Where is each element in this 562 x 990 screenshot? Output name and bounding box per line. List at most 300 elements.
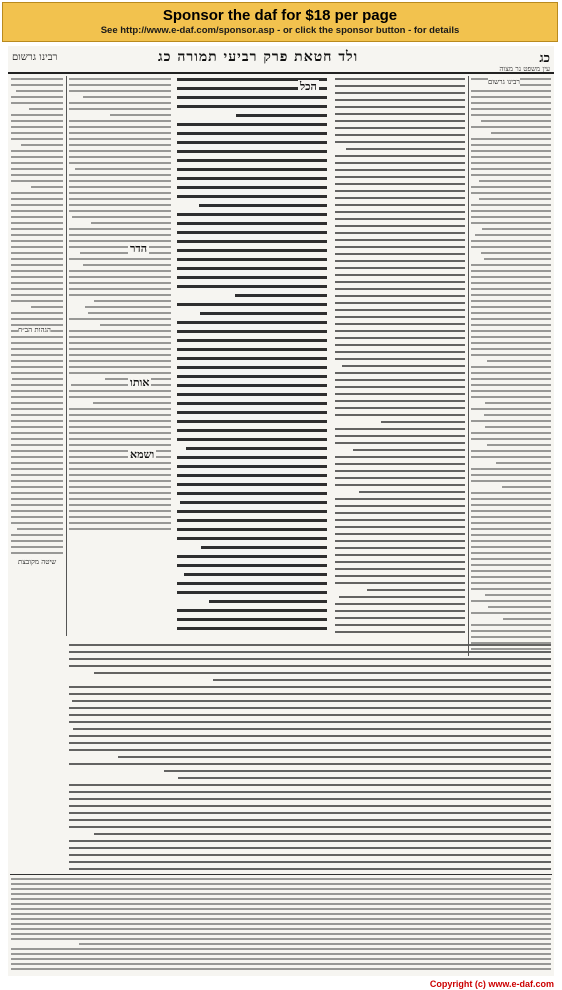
text-line [69,132,171,134]
text-line [11,276,63,278]
text-line [69,714,551,716]
text-line [177,105,327,108]
text-line [11,126,63,128]
text-line [69,742,551,744]
text-line [471,102,551,104]
text-line [79,943,551,945]
text-line [69,408,171,410]
text-line [11,216,63,218]
text-line [335,78,465,80]
text-line [335,211,465,213]
text-line [335,85,465,87]
text-line [11,336,63,338]
text-line [69,150,171,152]
text-line [335,183,465,185]
text-line [11,908,551,910]
text-line [471,432,551,434]
text-line [11,963,551,965]
text-line [11,168,63,170]
text-line [471,588,551,590]
text-line [11,102,63,104]
text-line [177,492,327,495]
text-line [69,474,171,476]
sponsor-title[interactable]: Sponsor the daf for $18 per page [162,7,398,24]
text-line [177,276,327,279]
text-line [177,222,327,225]
text-line [471,270,551,272]
text-line [177,339,327,342]
text-line [471,330,551,332]
text-line [11,114,63,116]
text-line [69,156,171,158]
text-line [11,913,551,915]
text-line [11,96,63,98]
text-line [481,252,551,254]
text-line [335,120,465,122]
text-line [69,426,171,428]
text-line [471,522,551,524]
text-line [177,483,327,486]
text-line [69,444,171,446]
text-line [69,516,171,518]
text-line [177,195,327,198]
text-line [335,603,465,605]
text-line [69,120,171,122]
text-line [335,218,465,220]
text-line [69,763,551,765]
text-line [177,393,327,396]
text-line [503,618,551,620]
text-line [177,474,327,477]
text-line [471,468,551,470]
text-line [471,576,551,578]
text-line [69,522,171,524]
text-line [335,547,465,549]
text-line [335,309,465,311]
text-line [69,102,171,104]
text-line [471,438,551,440]
text-line [471,492,551,494]
text-line [69,486,171,488]
text-line [12,378,63,380]
text-line [471,570,551,572]
text-line [471,264,551,266]
text-line [335,113,465,115]
text-line [11,138,63,140]
text-line [11,402,63,404]
text-line [69,234,171,236]
text-line [11,246,63,248]
text-line [69,784,551,786]
text-line [69,318,171,320]
right-margin-notes-column [470,76,552,656]
text-line [177,420,327,423]
text-line [16,90,63,92]
text-line [69,658,551,660]
text-line [471,288,551,290]
text-line [69,854,551,856]
text-line [177,411,327,414]
text-line [184,573,327,576]
text-line [69,192,171,194]
text-line [110,114,171,116]
header-center-label: ולד חטאת פרק רביעי תמורה כג [158,49,359,65]
text-line [471,222,551,224]
text-line [11,438,63,440]
text-line [69,390,171,392]
text-line [335,176,465,178]
text-line [471,546,551,548]
text-line [69,693,551,695]
text-line [471,90,551,92]
text-line [177,357,327,360]
text-line [11,928,551,930]
text-line [367,589,465,591]
text-line [11,426,63,428]
text-line [335,477,465,479]
text-line [21,144,63,146]
text-line [335,617,465,619]
text-line [11,354,63,356]
header-left-label: רבינו גרשום [12,52,58,63]
text-line [11,534,63,536]
text-line [11,264,63,266]
text-line [471,168,551,170]
text-line [177,213,327,216]
text-line [11,384,63,386]
text-line [69,812,551,814]
text-line [199,204,327,207]
text-line [69,330,171,332]
text-line [69,468,171,470]
text-line [69,861,551,863]
text-line [69,294,171,296]
text-line [11,468,63,470]
text-line [335,141,465,143]
text-line [69,144,171,146]
text-line [335,127,465,129]
text-line [11,948,551,950]
text-line [485,426,551,428]
text-line [177,402,327,405]
text-line [335,337,465,339]
text-line [177,177,327,180]
copyright-notice[interactable]: Copyright (c) www.e-daf.com [429,979,554,989]
text-line [177,582,327,585]
text-line [471,96,551,98]
text-line [11,923,551,925]
text-line [69,246,171,248]
text-line [471,246,551,248]
text-line [69,174,171,176]
text-line [83,96,171,98]
text-line [11,120,63,122]
text-line [69,186,171,188]
text-line [177,132,327,135]
text-line [235,294,327,297]
text-line [335,323,465,325]
text-line [178,777,551,779]
text-line [335,498,465,500]
text-line [11,222,63,224]
text-line [69,342,171,344]
text-line [471,480,551,482]
text-line [11,958,551,960]
hagahot-label: הגהות הב״ח [18,326,51,334]
text-line [11,968,551,970]
text-line [83,264,171,266]
text-line [11,252,63,254]
text-line [69,735,551,737]
text-line [11,953,551,955]
text-line [471,306,551,308]
text-line [471,630,551,632]
text-line [471,582,551,584]
text-line [69,798,551,800]
text-line [11,372,63,374]
text-line [471,204,551,206]
text-line [69,651,551,653]
text-line [69,180,171,182]
left-margin-notes-column [10,76,64,556]
text-line [236,114,327,117]
talmud-page [8,46,554,976]
text-line [69,665,551,667]
text-line [11,228,63,230]
text-line [335,568,465,570]
text-line [335,554,465,556]
text-line [69,819,551,821]
text-line [177,366,327,369]
text-line [75,168,171,170]
text-line [475,234,551,236]
left-commentary-column [68,76,172,536]
text-line [335,386,465,388]
text-line [11,918,551,920]
mishnah-heading: הכל [300,80,317,93]
text-line [69,644,551,646]
text-line [69,84,171,86]
text-line [177,591,327,594]
text-line [177,123,327,126]
text-line [11,420,63,422]
text-line [177,627,327,630]
text-line [11,312,63,314]
text-line [69,162,171,164]
text-line [471,528,551,530]
text-line [346,148,465,150]
text-line [335,456,465,458]
text-line [80,252,171,254]
text-line [471,612,551,614]
text-line [69,354,171,356]
text-line [94,833,551,835]
text-line [177,555,327,558]
text-line [11,522,63,524]
text-line [471,144,551,146]
text-line [201,546,327,549]
text-line [471,456,551,458]
text-line [11,294,63,296]
text-line [11,180,63,182]
text-line [335,526,465,528]
text-line [69,868,551,870]
text-line [11,204,63,206]
text-line [11,258,63,260]
text-line [335,393,465,395]
text-line [482,228,551,230]
text-line [177,258,327,261]
text-line [177,564,327,567]
text-line [69,492,171,494]
sponsor-subtitle: See http://www.e-daf.com/sponsor.asp - or click the sponsor button - for details [100,25,460,36]
text-line [177,186,327,189]
text-line [69,498,171,500]
text-line [471,636,551,638]
text-line [335,106,465,108]
text-line [69,438,171,440]
text-line [335,232,465,234]
text-line [335,533,465,535]
text-line [69,420,171,422]
text-line [11,240,63,242]
text-line [11,516,63,518]
text-line [11,504,63,506]
text-line [335,351,465,353]
text-line [471,354,551,356]
text-line [471,384,551,386]
text-line [69,707,551,709]
text-line [335,610,465,612]
text-line [69,336,171,338]
text-line [11,288,63,290]
text-line [213,679,551,681]
text-line [177,303,327,306]
text-line [502,486,551,488]
text-line [69,204,171,206]
text-line [69,360,171,362]
text-line [471,162,551,164]
text-line [335,407,465,409]
text-line [471,126,551,128]
text-line [100,324,171,326]
text-line [471,624,551,626]
text-line [177,159,327,162]
text-line [335,267,465,269]
text-line [471,186,551,188]
text-line [335,575,465,577]
text-line [353,449,465,451]
column-divider-right [468,76,469,656]
text-line [177,267,327,270]
text-line [11,192,63,194]
text-line [471,138,551,140]
header-ein-mishpat-label: עין משפט נר מצוה [499,65,550,73]
text-line [11,360,63,362]
text-line [11,540,63,542]
text-line [93,402,171,404]
text-line [335,253,465,255]
text-line [471,300,551,302]
text-line [11,156,63,158]
text-line [335,169,465,171]
text-line [11,270,63,272]
text-line [471,420,551,422]
text-line [471,504,551,506]
text-line [11,132,63,134]
text-line [471,324,551,326]
text-line [491,132,551,134]
text-line [94,672,551,674]
text-line [69,228,171,230]
text-line [11,474,63,476]
text-line [69,480,171,482]
text-line [335,92,465,94]
text-line [177,528,327,531]
commentary-heading: הדר [130,242,148,255]
text-line [471,552,551,554]
text-line [69,270,171,272]
text-line [339,596,465,598]
text-line [11,552,63,554]
text-line [335,463,465,465]
footnotes-divider [10,874,552,875]
text-line [335,400,465,402]
text-line [335,281,465,283]
text-line [69,432,171,434]
text-line [69,126,171,128]
text-line [335,295,465,297]
text-line [69,791,551,793]
text-line [471,114,551,116]
text-line [69,282,171,284]
text-line [69,240,171,242]
text-line [11,150,63,152]
text-line [11,300,63,302]
text-line [200,312,327,315]
text-line [471,318,551,320]
text-line [471,534,551,536]
text-line [177,429,327,432]
text-line [335,372,465,374]
footnotes-block [10,876,552,972]
text-line [69,528,171,530]
text-line [186,447,327,450]
bottom-commentary-block [68,642,552,872]
text-line [69,805,551,807]
text-line [69,686,551,688]
text-line [381,421,465,423]
text-line [335,358,465,360]
text-line [335,379,465,381]
text-line [471,474,551,476]
text-line [69,414,171,416]
text-line [177,456,327,459]
text-line [177,618,327,621]
main-gemara-column [176,76,328,636]
text-line [17,528,63,530]
text-line [335,561,465,563]
text-line [335,540,465,542]
text-line [11,498,63,500]
text-line [69,396,171,398]
text-line [11,462,63,464]
text-line [471,558,551,560]
text-line [471,378,551,380]
sponsor-banner[interactable] [2,2,558,42]
text-line [11,210,63,212]
text-line [335,631,465,633]
